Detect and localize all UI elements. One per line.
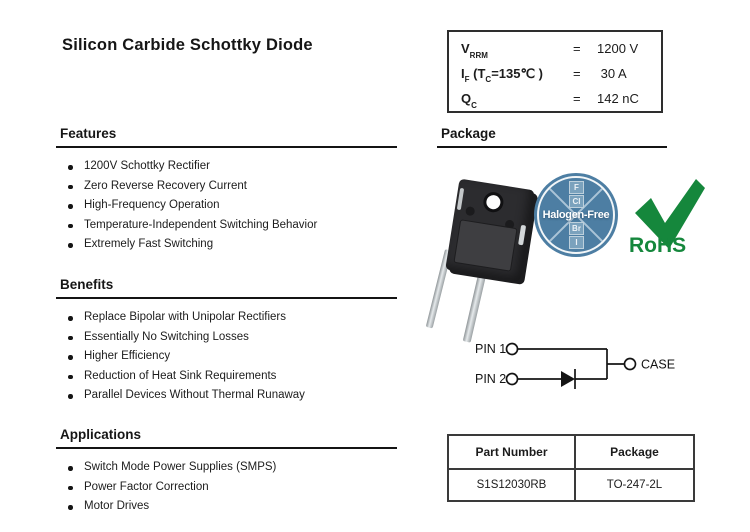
applications-section: [56, 427, 397, 517]
features-heading: Features: [56, 126, 397, 148]
badge-element-f: F: [569, 181, 584, 194]
spec-symbol-part: I: [461, 65, 465, 81]
list-item: Zero Reverse Recovery Current: [84, 177, 397, 197]
spec-symbol: [461, 65, 573, 85]
spec-symbol-part: Q: [461, 91, 472, 106]
package-highlight-icon: [457, 188, 464, 210]
part-number-table: [447, 434, 695, 502]
rohs-label: RoHS: [629, 234, 687, 256]
list-item: Extremely Fast Switching: [84, 235, 397, 255]
features-section: [56, 126, 397, 255]
spec-symbol: [461, 91, 573, 110]
spec-symbol-sub: F: [464, 75, 470, 85]
spec-row-qc: [461, 86, 661, 111]
list-item: 1200V Schottky Rectifier: [84, 157, 397, 177]
rohs-logo: [628, 176, 706, 256]
diode-symbol-icon: [561, 371, 575, 387]
spec-value: 142 nC: [597, 91, 639, 106]
applications-heading: Applications: [56, 427, 397, 449]
spec-symbol: [461, 41, 573, 60]
list-item: Power Factor Correction: [84, 478, 397, 498]
benefits-list: [56, 308, 397, 406]
spec-symbol-sub: C: [471, 100, 477, 110]
spec-symbol-part: (T: [469, 65, 486, 81]
badge-element-i: I: [569, 236, 584, 249]
list-item: Switch Mode Power Supplies (SMPS): [84, 458, 397, 478]
list-item: Motor Drives: [84, 497, 397, 517]
spec-value: 30 A: [597, 66, 627, 81]
spec-value: 1200 V: [597, 41, 639, 56]
badge-element-cl: Cl: [569, 195, 584, 208]
spec-symbol-sub: RRM: [469, 50, 488, 60]
list-item: Reduction of Heat Sink Requirements: [84, 367, 397, 387]
rohs-checkmark-icon: [628, 176, 706, 256]
package-body-icon: [445, 179, 534, 282]
to247-package-image: [436, 178, 548, 324]
spec-row-if: [461, 61, 661, 86]
package-heading: Package: [437, 126, 667, 148]
halogen-free-label: Halogen-Free: [542, 209, 610, 221]
spec-row-vrrm: [461, 36, 661, 61]
package-highlight-icon: [518, 225, 526, 246]
spec-symbol-part: =135℃ ): [491, 65, 544, 81]
case-terminal-icon: [625, 359, 636, 370]
list-item: Replace Bipolar with Unipolar Rectifiers: [84, 308, 397, 328]
mounting-hole-icon: [482, 191, 505, 214]
pin-circuit-diagram: [471, 334, 706, 392]
table-header-package: Package: [610, 445, 659, 459]
package-face-icon: [453, 219, 517, 272]
table-cell-part-number: S1S12030RB: [449, 468, 576, 500]
features-list: [56, 157, 397, 255]
spec-symbol-part: V: [461, 41, 470, 56]
table-header-part-number: Part Number: [449, 436, 576, 468]
list-item: Temperature-Independent Switching Behavior: [84, 216, 397, 236]
spec-symbol-sub: C: [485, 75, 492, 85]
key-specs-box: [447, 30, 663, 113]
table-cell-package: TO-247-2L: [576, 468, 693, 500]
page-title: Silicon Carbide Schottky Diode: [62, 36, 313, 54]
mold-mark-icon: [465, 206, 475, 216]
pin2-terminal-icon: [507, 374, 518, 385]
list-item: High-Frequency Operation: [84, 196, 397, 216]
list-item: Parallel Devices Without Thermal Runaway: [84, 386, 397, 406]
pin2-label: PIN 2: [475, 372, 507, 386]
equals-sign: =: [573, 66, 581, 81]
benefits-heading: Benefits: [56, 277, 397, 299]
list-item: Higher Efficiency: [84, 347, 397, 367]
equals-sign: =: [573, 91, 581, 106]
case-label: CASE: [641, 357, 676, 372]
list-item: Essentially No Switching Losses: [84, 328, 397, 348]
package-section: [437, 126, 667, 148]
equals-sign: =: [573, 41, 581, 56]
halogen-free-badge-icon: [537, 176, 615, 254]
applications-list: [56, 458, 397, 517]
pin1-terminal-icon: [507, 344, 518, 355]
badge-element-br: Br: [569, 222, 584, 235]
pin1-label: PIN 1: [475, 342, 507, 356]
benefits-section: [56, 277, 397, 406]
